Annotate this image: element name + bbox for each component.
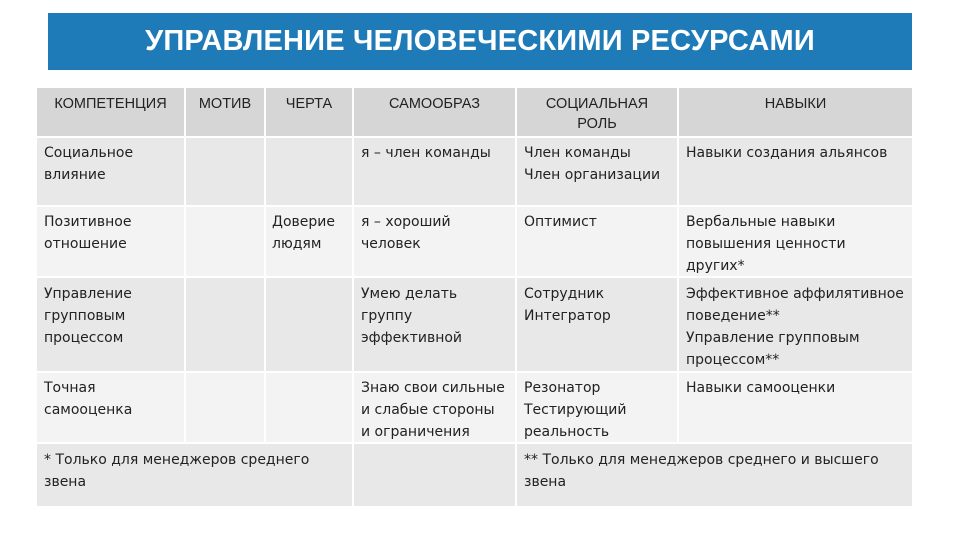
column-divider bbox=[677, 138, 679, 442]
header-social-role: СОЦИАЛЬНАЯ РОЛЬ bbox=[517, 88, 677, 136]
header-self-image: САМООБРАЗ bbox=[354, 88, 515, 136]
header-competence: КОМПЕТЕНЦИЯ bbox=[37, 88, 184, 136]
footnote-middle-managers: * Только для менеджеров среднего звена bbox=[44, 452, 310, 490]
footnote-middle-senior-managers: ** Только для менеджеров среднего и высшего звена bbox=[524, 452, 879, 490]
header-trait: ЧЕРТА bbox=[266, 88, 352, 136]
cell-social-role: Оптимист bbox=[524, 214, 597, 230]
cell-self-image: я – член команды bbox=[361, 145, 491, 161]
cell-self-image: Знаю свои сильные и слабые стороны и ограничения bbox=[361, 380, 505, 440]
header-motive: МОТИВ bbox=[186, 88, 264, 136]
cell-skills: Навыки самооценки bbox=[686, 380, 836, 396]
cell-skills: Вербальные навыки повышения ценности других* bbox=[686, 214, 846, 274]
cell-social-role: Сотрудник Интегратор bbox=[524, 286, 611, 324]
cell-skills: Навыки создания альянсов bbox=[686, 145, 888, 161]
cell-competence: Позитивное отношение bbox=[44, 214, 132, 252]
cell-self-image: я – хороший человек bbox=[361, 214, 451, 252]
cell-competence: Социальное влияние bbox=[44, 145, 134, 183]
column-divider bbox=[264, 138, 266, 442]
cell-competence: Управление групповым процессом bbox=[44, 286, 132, 346]
cell-trait: Доверие людям bbox=[272, 214, 335, 252]
cell-social-role: Член команды Член организации bbox=[524, 145, 661, 183]
title-banner bbox=[48, 13, 912, 70]
cell-social-role: Резонатор Тестирующий реальность bbox=[524, 380, 627, 440]
column-divider bbox=[352, 138, 354, 506]
page-title: УПРАВЛЕНИЕ ЧЕЛОВЕЧЕСКИМИ РЕСУРСАМИ bbox=[145, 25, 815, 57]
cell-skills: Эффективное аффилятивное поведение** Управление групповым процессом** bbox=[686, 286, 904, 368]
column-divider bbox=[515, 138, 517, 506]
cell-self-image: Умею делать группу эффективной bbox=[361, 286, 463, 346]
header-skills: НАВЫКИ bbox=[679, 88, 912, 136]
column-divider bbox=[184, 138, 186, 442]
cell-competence: Точная самооценка bbox=[44, 380, 133, 418]
